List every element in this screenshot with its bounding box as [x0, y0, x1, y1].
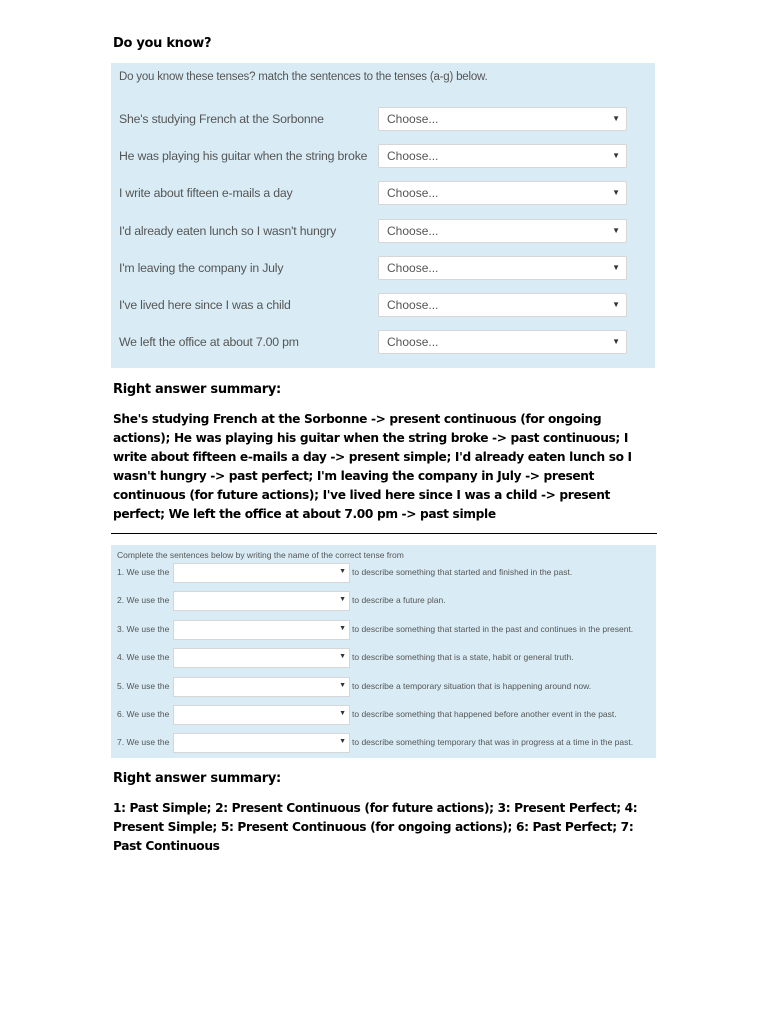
section1-summary-text: She's studying French at the Sorbonne -> present continuous (for ongoing actions); He was playing his guitar when the string broke -> past continuous; I write about fifteen e-mails a day -> present simple; I'd already eaten lunch so I wasn't hungry -> past perfect; I'm leaving the company in July -> present continuous (for future actions); I've lived here since I was a child -> present perfect; We left the office at about 7.00 pm -> past simple: [113, 412, 632, 521]
sentence-label: I'm leaving the company in July: [119, 260, 284, 275]
tense-answer-select[interactable]: [173, 733, 350, 753]
sentence-label: I write about fifteen e-mails a day: [119, 186, 293, 201]
fill-row: [111, 591, 656, 612]
row-prefix: 3. We use the: [117, 623, 170, 634]
sentence-label: We left the office at about 7.00 pm: [119, 335, 299, 350]
panel1-instructions: Do you know these tenses? match the sentences to the tenses (a-g) below.: [119, 71, 488, 83]
section1-summary-heading: Right answer summary:: [113, 382, 281, 397]
row-suffix: to describe something that started in the past and continues in the present.: [352, 623, 634, 634]
caret-down-icon: ▼: [339, 624, 346, 632]
row-suffix: to describe a future plan.: [352, 595, 446, 606]
caret-down-icon: ▼: [339, 710, 346, 717]
caret-down-icon: ▼: [339, 596, 346, 604]
tense-select[interactable]: [378, 181, 627, 205]
match-row: [111, 330, 655, 356]
select-value: Choose...: [387, 149, 439, 164]
tense-answer-select[interactable]: [173, 705, 350, 725]
tense-select[interactable]: [378, 330, 627, 354]
select-value: Choose...: [387, 298, 439, 312]
tense-matching-panel: [111, 63, 655, 368]
select-value: Choose...: [387, 335, 439, 350]
fill-row: [111, 677, 656, 698]
caret-down-icon: ▼: [612, 188, 620, 198]
row-prefix: 6. We use the: [117, 709, 170, 719]
caret-down-icon: ▼: [339, 681, 346, 689]
match-row: [111, 256, 655, 282]
tense-answer-select[interactable]: [173, 591, 350, 611]
caret-down-icon: ▼: [612, 262, 620, 272]
row-suffix: to describe something that is a state, habit or general truth.: [352, 652, 574, 663]
sentence-label: I've lived here since I was a child: [119, 298, 291, 312]
match-row: [111, 144, 655, 170]
section2-summary-text: 1: Past Simple; 2: Present Continuous (for future actions); 3: Present Perfect; 4: Present Simple; 5: Present Continuous (for ongoing actions); 6: Past Perfect; 7: Past Continuous: [113, 801, 638, 853]
tense-answer-select[interactable]: [173, 648, 350, 668]
caret-down-icon: ▼: [339, 568, 346, 575]
sentence-label: She's studying French at the Sorbonne: [119, 112, 324, 126]
caret-down-icon: ▼: [612, 151, 620, 161]
panel2-instructions: Complete the sentences below by writing the name of the correct tense from: [117, 550, 404, 560]
tense-answer-select[interactable]: [173, 620, 350, 640]
caret-down-icon: ▼: [612, 337, 620, 347]
tense-answer-select[interactable]: [173, 677, 350, 697]
select-value: Choose...: [387, 186, 439, 201]
select-value: Choose...: [387, 223, 439, 238]
match-row: [111, 219, 655, 245]
row-prefix: 2. We use the: [117, 595, 170, 606]
tense-answer-select[interactable]: [173, 563, 350, 583]
caret-down-icon: ▼: [339, 653, 346, 661]
tense-fill-panel: [111, 545, 656, 758]
section-divider: [111, 533, 657, 534]
sentence-label: I'd already eaten lunch so I wasn't hungry: [119, 223, 337, 238]
fill-row: [111, 620, 656, 641]
fill-row: [111, 648, 656, 669]
match-row: [111, 107, 655, 133]
select-value: Choose...: [387, 112, 439, 126]
caret-down-icon: ▼: [612, 114, 620, 123]
row-suffix: to describe a temporary situation that is happening around now.: [352, 680, 592, 691]
tense-select[interactable]: [378, 107, 627, 131]
tense-select[interactable]: [378, 256, 627, 280]
row-suffix: to describe something temporary that was in progress at a time in the past.: [352, 737, 634, 748]
fill-row: [111, 705, 656, 726]
select-value: Choose...: [387, 260, 439, 275]
sentence-label: He was playing his guitar when the string broke: [119, 149, 368, 164]
row-suffix: to describe something that started and finished in the past.: [352, 567, 573, 577]
tense-select[interactable]: [378, 144, 627, 168]
section1-heading: Do you know?: [113, 36, 212, 51]
caret-down-icon: ▼: [612, 225, 620, 235]
fill-row: [111, 563, 656, 584]
row-prefix: 4. We use the: [117, 652, 170, 663]
caret-down-icon: ▼: [612, 300, 620, 309]
match-row: [111, 181, 655, 207]
match-row: [111, 293, 655, 319]
caret-down-icon: ▼: [339, 738, 346, 746]
row-suffix: to describe something that happened before another event in the past.: [352, 709, 617, 719]
tense-select[interactable]: [378, 293, 627, 317]
row-prefix: 1. We use the: [117, 567, 170, 577]
section2-summary-heading: Right answer summary:: [113, 771, 281, 786]
tense-select[interactable]: [378, 219, 627, 243]
row-prefix: 7. We use the: [117, 737, 170, 748]
row-prefix: 5. We use the: [117, 680, 170, 691]
fill-row: [111, 733, 656, 754]
